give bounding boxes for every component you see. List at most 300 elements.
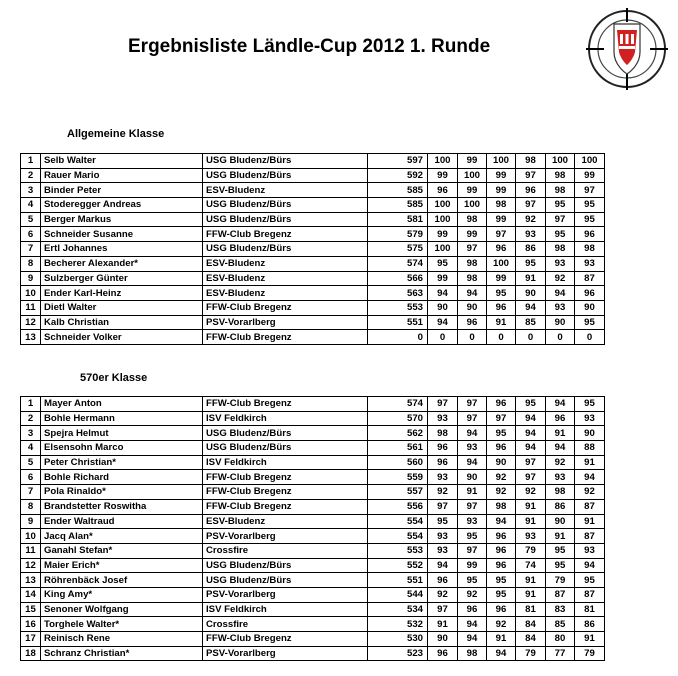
results-table-allgemeine-klasse (20, 153, 605, 345)
club-cell: ISV Feldkirch (203, 411, 368, 426)
series-6-cell: 91 (575, 514, 605, 529)
series-3-cell: 96 (487, 602, 516, 617)
rank-cell: 2 (21, 411, 41, 426)
series-6-cell: 95 (575, 315, 605, 330)
name-cell: Pola Rinaldo* (41, 485, 203, 500)
series-6-cell: 95 (575, 212, 605, 227)
rank-cell: 5 (21, 455, 41, 470)
series-4-cell: 97 (516, 198, 546, 213)
club-cell: PSV-Vorarlberg (203, 315, 368, 330)
series-6-cell: 87 (575, 271, 605, 286)
series-6-cell: 95 (575, 198, 605, 213)
series-6-cell: 81 (575, 602, 605, 617)
series-6-cell: 94 (575, 470, 605, 485)
name-cell: Dietl Walter (41, 300, 203, 315)
name-cell: Sulzberger Günter (41, 271, 203, 286)
series-5-cell: 98 (546, 242, 575, 257)
series-1-cell: 93 (428, 470, 458, 485)
series-4-cell: 0 (516, 330, 546, 345)
series-6-cell: 99 (575, 168, 605, 183)
series-3-cell: 97 (487, 411, 516, 426)
total-cell: 544 (368, 587, 428, 602)
rank-cell: 7 (21, 485, 41, 500)
club-cell: PSV-Vorarlberg (203, 587, 368, 602)
series-5-cell: 91 (546, 529, 575, 544)
series-2-cell: 100 (458, 198, 487, 213)
series-1-cell: 90 (428, 632, 458, 647)
series-4-cell: 92 (516, 485, 546, 500)
club-cell: USG Bludenz/Bürs (203, 242, 368, 257)
name-cell: Elsensohn Marco (41, 441, 203, 456)
table-row (21, 212, 605, 227)
rank-cell: 4 (21, 198, 41, 213)
series-3-cell: 99 (487, 168, 516, 183)
table-row (21, 617, 605, 632)
series-4-cell: 97 (516, 455, 546, 470)
series-4-cell: 79 (516, 543, 546, 558)
series-3-cell: 92 (487, 470, 516, 485)
total-cell: 551 (368, 315, 428, 330)
rank-cell: 6 (21, 470, 41, 485)
club-cell: Crossfire (203, 543, 368, 558)
total-cell: 597 (368, 154, 428, 169)
table-row (21, 300, 605, 315)
series-1-cell: 100 (428, 198, 458, 213)
club-cell: USG Bludenz/Bürs (203, 168, 368, 183)
table-row (21, 558, 605, 573)
series-5-cell: 90 (546, 514, 575, 529)
name-cell: Schranz Christian* (41, 646, 203, 661)
club-cell: ESV-Bludenz (203, 514, 368, 529)
club-cell: USG Bludenz/Bürs (203, 558, 368, 573)
series-3-cell: 95 (487, 286, 516, 301)
table-row (21, 470, 605, 485)
series-6-cell: 86 (575, 617, 605, 632)
series-2-cell: 91 (458, 485, 487, 500)
series-2-cell: 90 (458, 300, 487, 315)
rank-cell: 12 (21, 558, 41, 573)
name-cell: King Amy* (41, 587, 203, 602)
total-cell: 557 (368, 485, 428, 500)
series-6-cell: 100 (575, 154, 605, 169)
series-6-cell: 91 (575, 455, 605, 470)
table-row (21, 632, 605, 647)
series-4-cell: 91 (516, 271, 546, 286)
table-row (21, 227, 605, 242)
name-cell: Ganahl Stefan* (41, 543, 203, 558)
series-1-cell: 96 (428, 441, 458, 456)
series-6-cell: 93 (575, 411, 605, 426)
total-cell: 530 (368, 632, 428, 647)
series-5-cell: 87 (546, 587, 575, 602)
series-1-cell: 95 (428, 256, 458, 271)
series-6-cell: 90 (575, 300, 605, 315)
series-3-cell: 99 (487, 212, 516, 227)
series-1-cell: 94 (428, 558, 458, 573)
rank-cell: 10 (21, 286, 41, 301)
series-5-cell: 83 (546, 602, 575, 617)
series-4-cell: 84 (516, 617, 546, 632)
series-5-cell: 92 (546, 271, 575, 286)
rank-cell: 9 (21, 271, 41, 286)
shooting-target-crest-logo (586, 8, 668, 90)
series-4-cell: 74 (516, 558, 546, 573)
series-5-cell: 77 (546, 646, 575, 661)
table-row (21, 602, 605, 617)
club-cell: ESV-Bludenz (203, 286, 368, 301)
series-4-cell: 98 (516, 154, 546, 169)
rank-cell: 11 (21, 300, 41, 315)
total-cell: 0 (368, 330, 428, 345)
series-3-cell: 95 (487, 573, 516, 588)
series-1-cell: 93 (428, 543, 458, 558)
series-1-cell: 92 (428, 485, 458, 500)
rank-cell: 13 (21, 573, 41, 588)
series-3-cell: 96 (487, 300, 516, 315)
series-3-cell: 98 (487, 198, 516, 213)
name-cell: Brandstetter Roswitha (41, 499, 203, 514)
club-cell: USG Bludenz/Bürs (203, 441, 368, 456)
series-6-cell: 95 (575, 397, 605, 412)
series-4-cell: 90 (516, 286, 546, 301)
club-cell: ESV-Bludenz (203, 183, 368, 198)
series-2-cell: 98 (458, 271, 487, 286)
series-1-cell: 95 (428, 514, 458, 529)
series-2-cell: 95 (458, 529, 487, 544)
name-cell: Mayer Anton (41, 397, 203, 412)
series-3-cell: 96 (487, 529, 516, 544)
name-cell: Kalb Christian (41, 315, 203, 330)
club-cell: FFW-Club Bregenz (203, 330, 368, 345)
series-3-cell: 96 (487, 441, 516, 456)
series-3-cell: 100 (487, 256, 516, 271)
series-6-cell: 90 (575, 426, 605, 441)
total-cell: 553 (368, 543, 428, 558)
club-cell: USG Bludenz/Bürs (203, 212, 368, 227)
club-cell: USG Bludenz/Bürs (203, 573, 368, 588)
club-cell: PSV-Vorarlberg (203, 646, 368, 661)
series-5-cell: 90 (546, 315, 575, 330)
total-cell: 560 (368, 455, 428, 470)
series-3-cell: 96 (487, 242, 516, 257)
name-cell: Rauer Mario (41, 168, 203, 183)
total-cell: 556 (368, 499, 428, 514)
series-3-cell: 0 (487, 330, 516, 345)
series-4-cell: 92 (516, 212, 546, 227)
series-2-cell: 97 (458, 242, 487, 257)
series-6-cell: 96 (575, 227, 605, 242)
table-row (21, 256, 605, 271)
table-row (21, 587, 605, 602)
series-4-cell: 97 (516, 470, 546, 485)
total-cell: 579 (368, 227, 428, 242)
series-6-cell: 87 (575, 499, 605, 514)
series-3-cell: 90 (487, 455, 516, 470)
series-5-cell: 95 (546, 227, 575, 242)
series-1-cell: 94 (428, 315, 458, 330)
series-5-cell: 85 (546, 617, 575, 632)
total-cell: 575 (368, 242, 428, 257)
series-1-cell: 97 (428, 602, 458, 617)
series-5-cell: 94 (546, 286, 575, 301)
series-5-cell: 93 (546, 470, 575, 485)
name-cell: Binder Peter (41, 183, 203, 198)
table-row (21, 529, 605, 544)
series-5-cell: 95 (546, 198, 575, 213)
results-table-570er-klasse (20, 396, 605, 661)
series-5-cell: 98 (546, 183, 575, 198)
series-1-cell: 93 (428, 411, 458, 426)
series-3-cell: 92 (487, 485, 516, 500)
club-cell: Crossfire (203, 617, 368, 632)
total-cell: 562 (368, 426, 428, 441)
total-cell: 581 (368, 212, 428, 227)
name-cell: Röhrenbäck Josef (41, 573, 203, 588)
rank-cell: 12 (21, 315, 41, 330)
series-5-cell: 98 (546, 168, 575, 183)
series-4-cell: 84 (516, 632, 546, 647)
club-cell: FFW-Club Bregenz (203, 227, 368, 242)
table-row (21, 330, 605, 345)
name-cell: Reinisch Rene (41, 632, 203, 647)
name-cell: Ender Karl-Heinz (41, 286, 203, 301)
rank-cell: 3 (21, 426, 41, 441)
series-1-cell: 96 (428, 455, 458, 470)
series-4-cell: 97 (516, 168, 546, 183)
series-5-cell: 97 (546, 212, 575, 227)
series-3-cell: 91 (487, 632, 516, 647)
series-2-cell: 94 (458, 617, 487, 632)
series-4-cell: 93 (516, 529, 546, 544)
series-3-cell: 91 (487, 315, 516, 330)
series-3-cell: 92 (487, 617, 516, 632)
series-2-cell: 97 (458, 397, 487, 412)
rank-cell: 3 (21, 183, 41, 198)
name-cell: Maier Erich* (41, 558, 203, 573)
name-cell: Bohle Richard (41, 470, 203, 485)
series-2-cell: 94 (458, 286, 487, 301)
name-cell: Schneider Susanne (41, 227, 203, 242)
series-2-cell: 92 (458, 587, 487, 602)
series-2-cell: 94 (458, 632, 487, 647)
section-title-570er-klasse: 570er Klasse (80, 372, 148, 384)
rank-cell: 1 (21, 397, 41, 412)
series-5-cell: 92 (546, 455, 575, 470)
series-1-cell: 100 (428, 212, 458, 227)
series-6-cell: 93 (575, 543, 605, 558)
table-row (21, 411, 605, 426)
club-cell: FFW-Club Bregenz (203, 632, 368, 647)
series-4-cell: 96 (516, 183, 546, 198)
name-cell: Selb Walter (41, 154, 203, 169)
total-cell: 559 (368, 470, 428, 485)
series-5-cell: 91 (546, 426, 575, 441)
rank-cell: 8 (21, 499, 41, 514)
series-2-cell: 0 (458, 330, 487, 345)
club-cell: ISV Feldkirch (203, 602, 368, 617)
series-2-cell: 99 (458, 154, 487, 169)
series-4-cell: 85 (516, 315, 546, 330)
total-cell: 585 (368, 183, 428, 198)
rank-cell: 4 (21, 441, 41, 456)
club-cell: FFW-Club Bregenz (203, 300, 368, 315)
series-6-cell: 91 (575, 632, 605, 647)
total-cell: 551 (368, 573, 428, 588)
series-3-cell: 99 (487, 183, 516, 198)
series-2-cell: 93 (458, 514, 487, 529)
name-cell: Schneider Volker (41, 330, 203, 345)
table-row (21, 154, 605, 169)
series-1-cell: 91 (428, 617, 458, 632)
table-row (21, 168, 605, 183)
rank-cell: 15 (21, 602, 41, 617)
rank-cell: 16 (21, 617, 41, 632)
series-2-cell: 97 (458, 499, 487, 514)
name-cell: Stoderegger Andreas (41, 198, 203, 213)
series-4-cell: 94 (516, 411, 546, 426)
series-1-cell: 0 (428, 330, 458, 345)
club-cell: ISV Feldkirch (203, 455, 368, 470)
series-1-cell: 96 (428, 573, 458, 588)
series-6-cell: 93 (575, 256, 605, 271)
series-1-cell: 92 (428, 587, 458, 602)
total-cell: 554 (368, 514, 428, 529)
series-6-cell: 95 (575, 573, 605, 588)
series-1-cell: 98 (428, 426, 458, 441)
series-5-cell: 93 (546, 256, 575, 271)
series-2-cell: 97 (458, 411, 487, 426)
table-row (21, 514, 605, 529)
club-cell: FFW-Club Bregenz (203, 499, 368, 514)
series-2-cell: 97 (458, 543, 487, 558)
section-title-allgemeine-klasse: Allgemeine Klasse (67, 128, 165, 140)
name-cell: Ertl Johannes (41, 242, 203, 257)
name-cell: Spejra Helmut (41, 426, 203, 441)
table-row (21, 485, 605, 500)
club-cell: FFW-Club Bregenz (203, 470, 368, 485)
table-row (21, 646, 605, 661)
total-cell: 554 (368, 529, 428, 544)
name-cell: Ender Waltraud (41, 514, 203, 529)
name-cell: Bohle Hermann (41, 411, 203, 426)
table-row (21, 543, 605, 558)
name-cell: Senoner Wolfgang (41, 602, 203, 617)
series-5-cell: 79 (546, 573, 575, 588)
series-5-cell: 93 (546, 300, 575, 315)
series-1-cell: 97 (428, 499, 458, 514)
series-3-cell: 100 (487, 154, 516, 169)
document-title: Ergebnisliste Ländle-Cup 2012 1. Runde (128, 36, 491, 57)
series-3-cell: 96 (487, 397, 516, 412)
series-3-cell: 98 (487, 499, 516, 514)
series-5-cell: 80 (546, 632, 575, 647)
series-5-cell: 0 (546, 330, 575, 345)
series-2-cell: 98 (458, 256, 487, 271)
table-row (21, 455, 605, 470)
series-4-cell: 79 (516, 646, 546, 661)
club-cell: USG Bludenz/Bürs (203, 426, 368, 441)
series-3-cell: 96 (487, 558, 516, 573)
series-1-cell: 96 (428, 646, 458, 661)
series-2-cell: 90 (458, 470, 487, 485)
table-row (21, 441, 605, 456)
total-cell: 563 (368, 286, 428, 301)
series-2-cell: 96 (458, 315, 487, 330)
total-cell: 534 (368, 602, 428, 617)
series-5-cell: 95 (546, 543, 575, 558)
series-4-cell: 94 (516, 426, 546, 441)
series-4-cell: 91 (516, 573, 546, 588)
rank-cell: 5 (21, 212, 41, 227)
total-cell: 592 (368, 168, 428, 183)
table-row (21, 271, 605, 286)
series-6-cell: 97 (575, 183, 605, 198)
series-1-cell: 99 (428, 227, 458, 242)
series-3-cell: 96 (487, 543, 516, 558)
table-row (21, 315, 605, 330)
series-4-cell: 93 (516, 227, 546, 242)
name-cell: Peter Christian* (41, 455, 203, 470)
series-6-cell: 94 (575, 558, 605, 573)
series-3-cell: 99 (487, 271, 516, 286)
table-row (21, 499, 605, 514)
series-2-cell: 99 (458, 227, 487, 242)
series-1-cell: 96 (428, 183, 458, 198)
club-cell: ESV-Bludenz (203, 256, 368, 271)
name-cell: Jacq Alan* (41, 529, 203, 544)
series-1-cell: 97 (428, 397, 458, 412)
name-cell: Becherer Alexander* (41, 256, 203, 271)
series-1-cell: 100 (428, 154, 458, 169)
series-4-cell: 86 (516, 242, 546, 257)
series-5-cell: 94 (546, 397, 575, 412)
series-6-cell: 92 (575, 485, 605, 500)
series-4-cell: 81 (516, 602, 546, 617)
rank-cell: 6 (21, 227, 41, 242)
rank-cell: 18 (21, 646, 41, 661)
series-6-cell: 98 (575, 242, 605, 257)
series-1-cell: 93 (428, 529, 458, 544)
rank-cell: 14 (21, 587, 41, 602)
series-4-cell: 91 (516, 587, 546, 602)
series-3-cell: 95 (487, 587, 516, 602)
series-1-cell: 90 (428, 300, 458, 315)
rank-cell: 13 (21, 330, 41, 345)
series-5-cell: 95 (546, 558, 575, 573)
table-row (21, 573, 605, 588)
series-3-cell: 95 (487, 426, 516, 441)
series-1-cell: 99 (428, 271, 458, 286)
series-2-cell: 94 (458, 455, 487, 470)
club-cell: FFW-Club Bregenz (203, 397, 368, 412)
series-4-cell: 94 (516, 441, 546, 456)
rank-cell: 2 (21, 168, 41, 183)
club-cell: USG Bludenz/Bürs (203, 198, 368, 213)
series-4-cell: 91 (516, 499, 546, 514)
total-cell: 574 (368, 256, 428, 271)
table-row (21, 198, 605, 213)
table-row (21, 242, 605, 257)
series-6-cell: 96 (575, 286, 605, 301)
rank-cell: 11 (21, 543, 41, 558)
total-cell: 566 (368, 271, 428, 286)
series-5-cell: 100 (546, 154, 575, 169)
series-2-cell: 95 (458, 573, 487, 588)
series-2-cell: 99 (458, 558, 487, 573)
table-row (21, 397, 605, 412)
total-cell: 552 (368, 558, 428, 573)
rank-cell: 8 (21, 256, 41, 271)
